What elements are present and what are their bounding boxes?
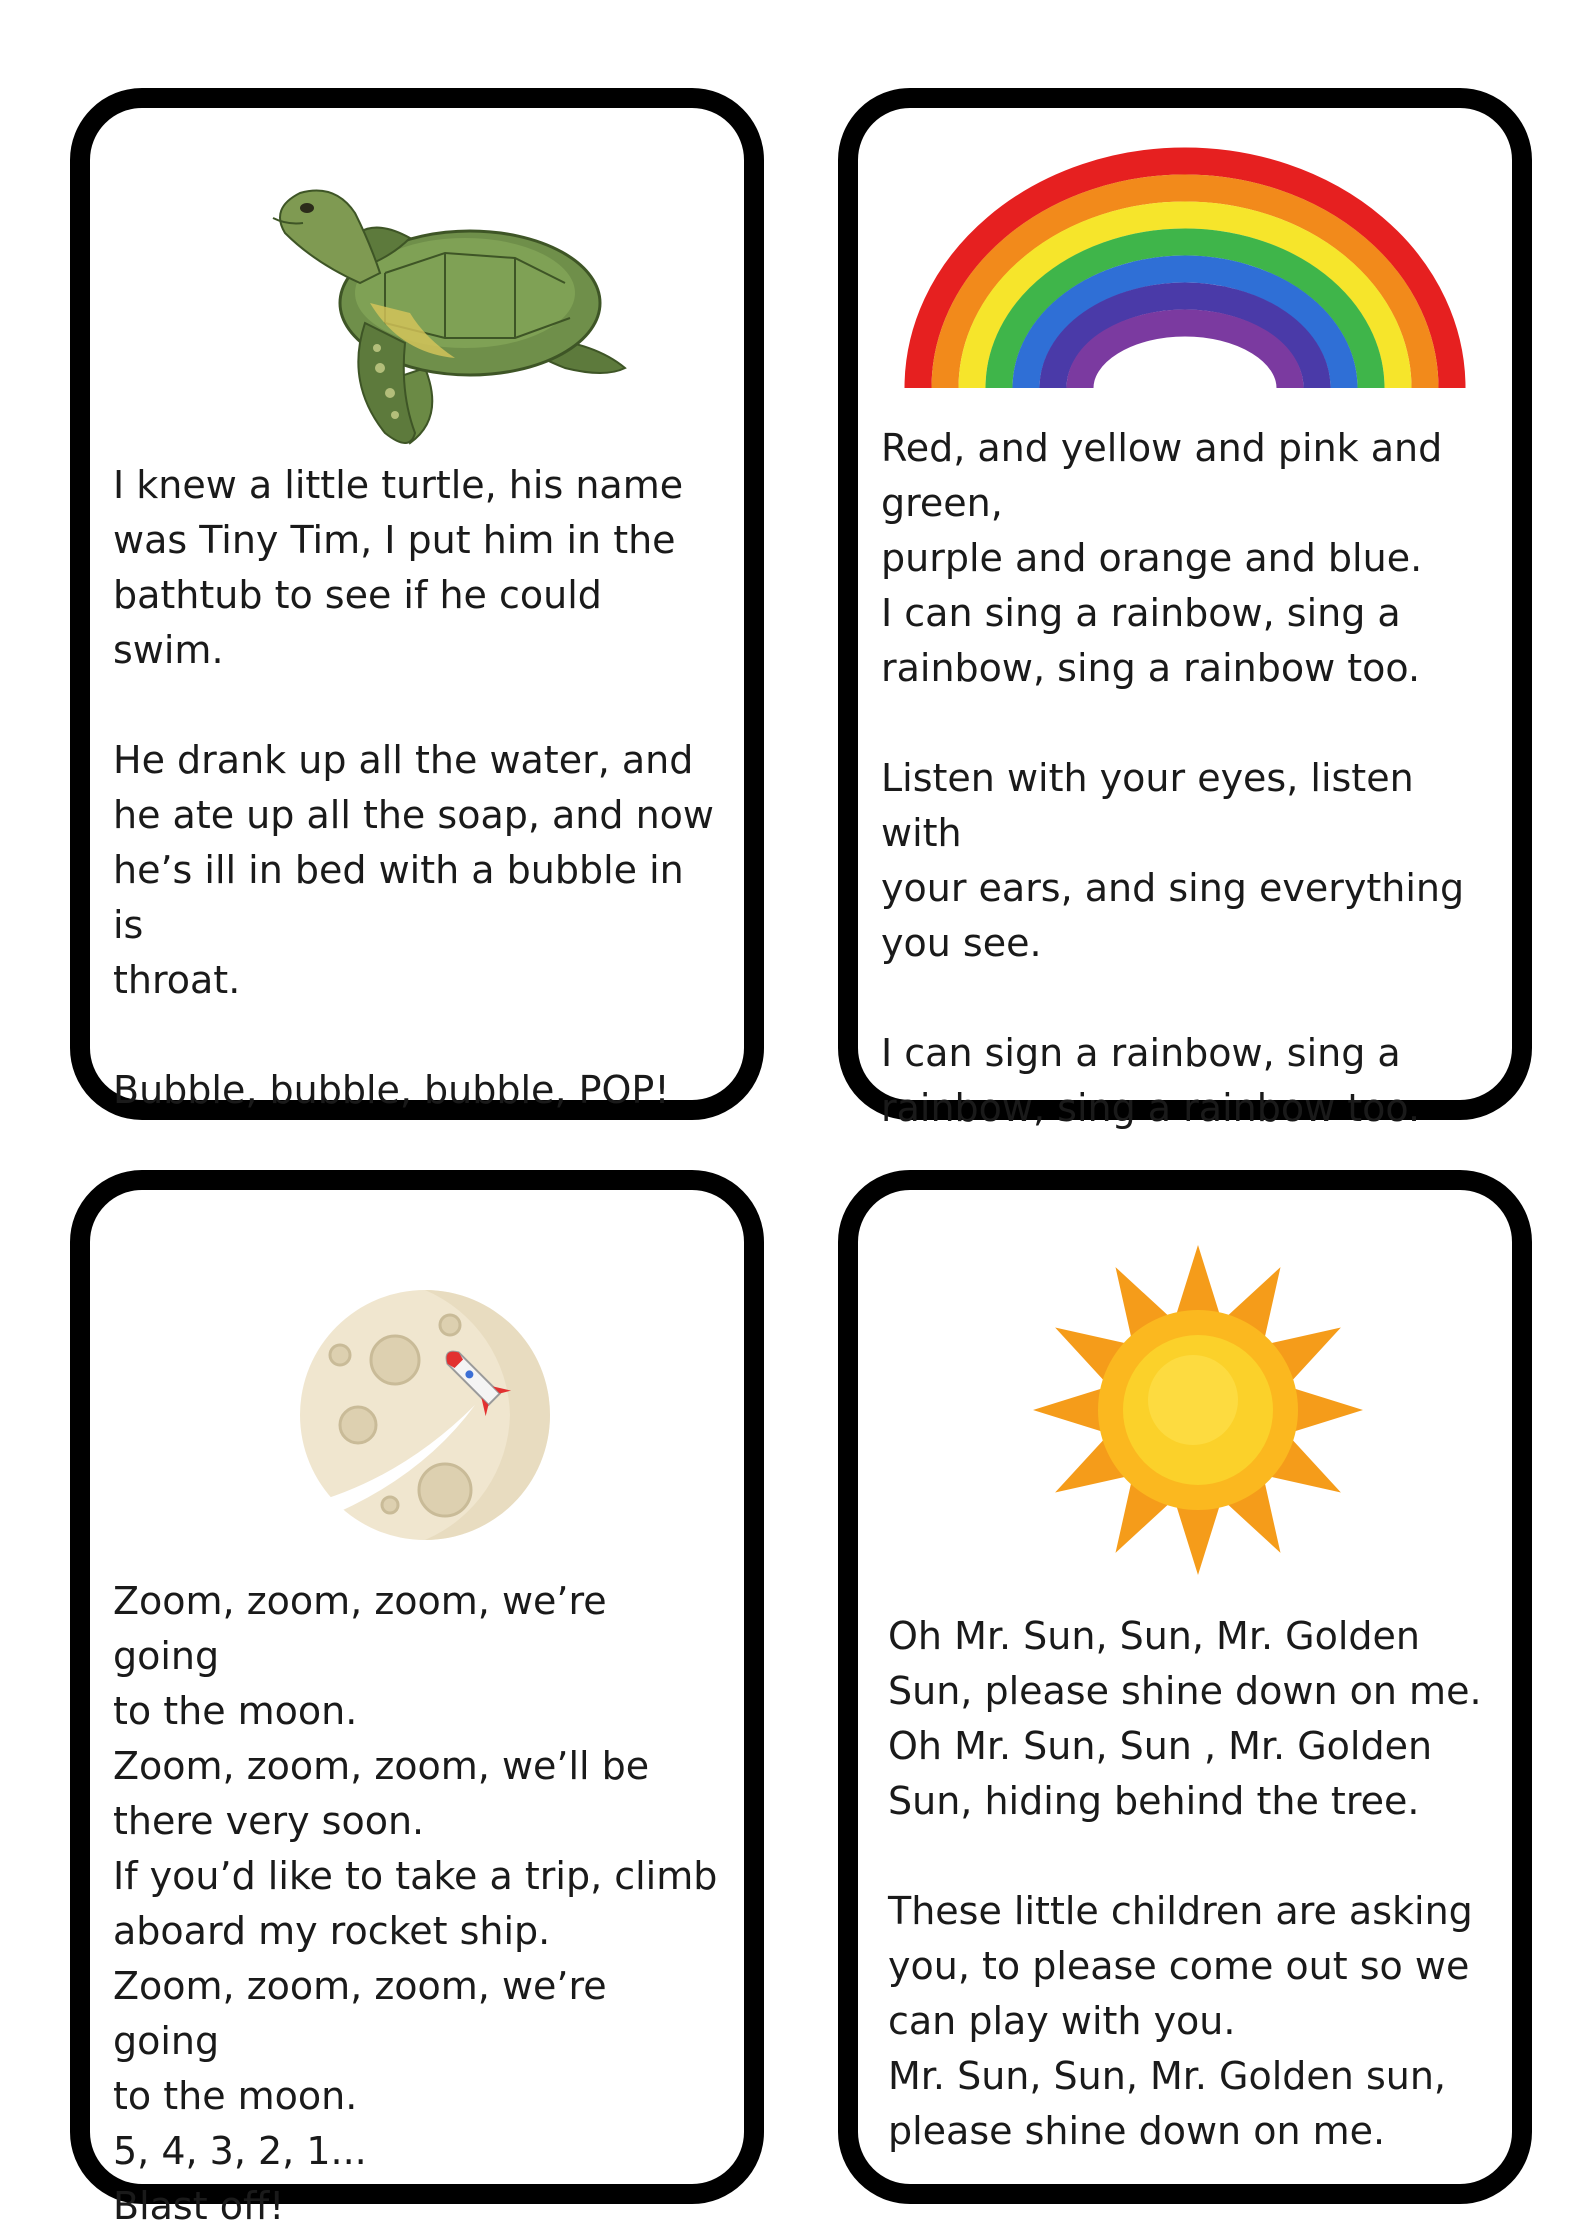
rainbow-poem-text: Red, and yellow and pink and green, purple and orange and blue. I can sing a rainbow, sing a rainbow, sing a rainbow too. Listen with your eyes, listen with your ears, and sing everything you see. I can sign a rainbow, sing a rainbow, sing a rainbow too. [881, 426, 1465, 1130]
moon-song-card [70, 1170, 764, 2228]
turtle-poem-text: I knew a little turtle, his name was Tiny Tim, I put him in the bathtub to see if he could swim. He drank up all the water, and he ate up all the soap, and now he’s ill in bed with a bubble in is throat. Bubble, bubble, bubble, POP! [113, 463, 714, 1112]
sun-poem-text: Oh Mr. Sun, Sun, Mr. Golden Sun, please shine down on me. Oh Mr. Sun, Sun , Mr. Golden Sun, hiding behind the tree. These little children are asking you, to please come out so we can play with you. Mr. Sun, Sun, Mr. Golden sun, please shine down on me. [888, 1614, 1482, 2153]
sun-song-card [838, 1170, 1532, 2204]
rainbow-illustration [905, 148, 1465, 398]
sea-turtle-illustration [195, 153, 665, 453]
moon-poem-text: Zoom, zoom, zoom, we’re going to the moon. Zoom, zoom, zoom, we’ll be there very soon. If you’d like to take a trip, climb aboard my rocket ship. Zoom, zoom, zoom, we’re going to the moon. 5, 4, 3, 2, 1... Blast off! [113, 1579, 718, 2228]
turtle-song-card [70, 88, 764, 1120]
sun-illustration [1028, 1240, 1368, 1580]
rainbow-song-card [838, 88, 1532, 1130]
moon-rocket-illustration [280, 1265, 580, 1565]
